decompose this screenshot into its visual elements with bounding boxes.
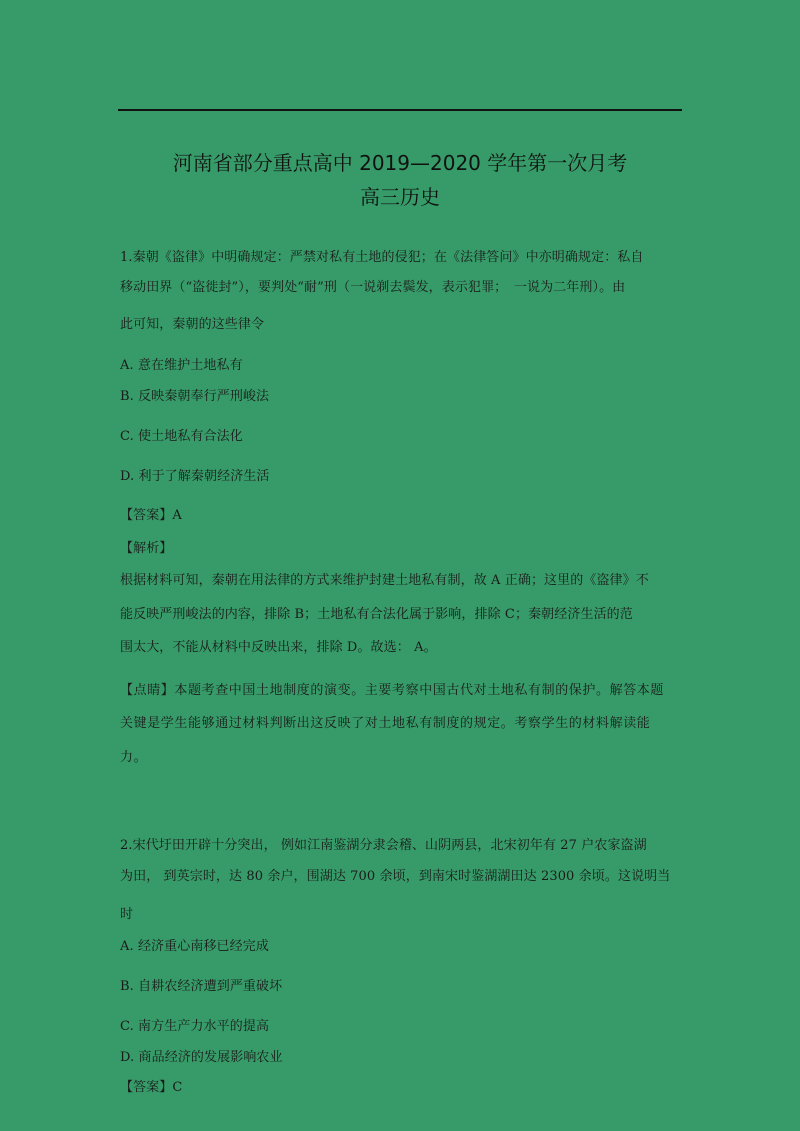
q2-answer: 【答案】C xyxy=(120,1080,183,1095)
q1-analysis-line-1: 根据材料可知，秦朝在用法律的方式来维护封建土地私有制，故 A 正确；这里的《盗律》不 xyxy=(120,573,649,588)
q1-stem-line-3: 此可知，秦朝的这些律令 xyxy=(120,317,265,332)
q1-analysis-line-2: 能反映严刑峻法的内容，排除 B；土地私有合法化属于影响，排除 C；秦朝经济生活的范 xyxy=(120,607,633,622)
q1-comment-line-2: 关键是学生能够通过材料判断出这反映了对土地私有制度的规定。考察学生的材料解读能 xyxy=(120,716,651,731)
q2-option-a: A. 经济重心南移已经完成 xyxy=(120,939,269,954)
q2-stem-line-1: 2.宋代圩田开辟十分突出， 例如江南鉴湖分隶会稽、山阴两县，北宋初年有 27 户农家盗湖 xyxy=(120,838,647,853)
document-title: 河南省部分重点高中 2019—2020 学年第一次月考 xyxy=(172,151,628,175)
q1-comment-line-3: 力。 xyxy=(120,750,148,765)
q1-analysis-line-3: 围太大，不能从材料中反映出来，排除 D。故选： A。 xyxy=(120,640,437,655)
q2-stem-line-2: 为田， 到英宗时，达 80 余户，围湖达 700 余顷，到南宋时鉴湖湖田达 2300 余顷。这说明当 xyxy=(120,869,671,884)
q1-comment-line-1: 【点睛】本题考查中国土地制度的演变。主要考察中国古代对土地私有制的保护。解答本题 xyxy=(120,683,665,698)
q1-option-a: A. 意在维护土地私有 xyxy=(120,358,243,373)
q1-stem-line-1: 1.秦朝《盗律》中明确规定：严禁对私有土地的侵犯；在《法律答问》中亦明确规定：私自 xyxy=(120,250,644,265)
top-rule xyxy=(118,109,682,111)
q2-option-d: D. 商品经济的发展影响农业 xyxy=(120,1050,283,1065)
q2-option-b: B. 自耕农经济遭到严重破坏 xyxy=(120,979,283,994)
q1-analysis-heading: 【解析】 xyxy=(120,541,173,556)
document-subtitle: 高三历史 xyxy=(360,185,440,209)
q2-stem-line-3: 时 xyxy=(120,907,134,922)
q1-stem-line-2: 移动田界（“盗徙封”），要判处“耐”刑（一说剃去鬓发，表示犯罪； 一说为二年刑）。由 xyxy=(120,280,626,295)
q1-option-b: B. 反映秦朝奉行严刑峻法 xyxy=(120,389,270,404)
q1-option-c: C. 使土地私有合法化 xyxy=(120,429,243,444)
q1-option-d: D. 利于了解秦朝经济生活 xyxy=(120,469,270,484)
q2-option-c: C. 南方生产力水平的提高 xyxy=(120,1019,270,1034)
q1-answer: 【答案】A xyxy=(120,508,182,523)
